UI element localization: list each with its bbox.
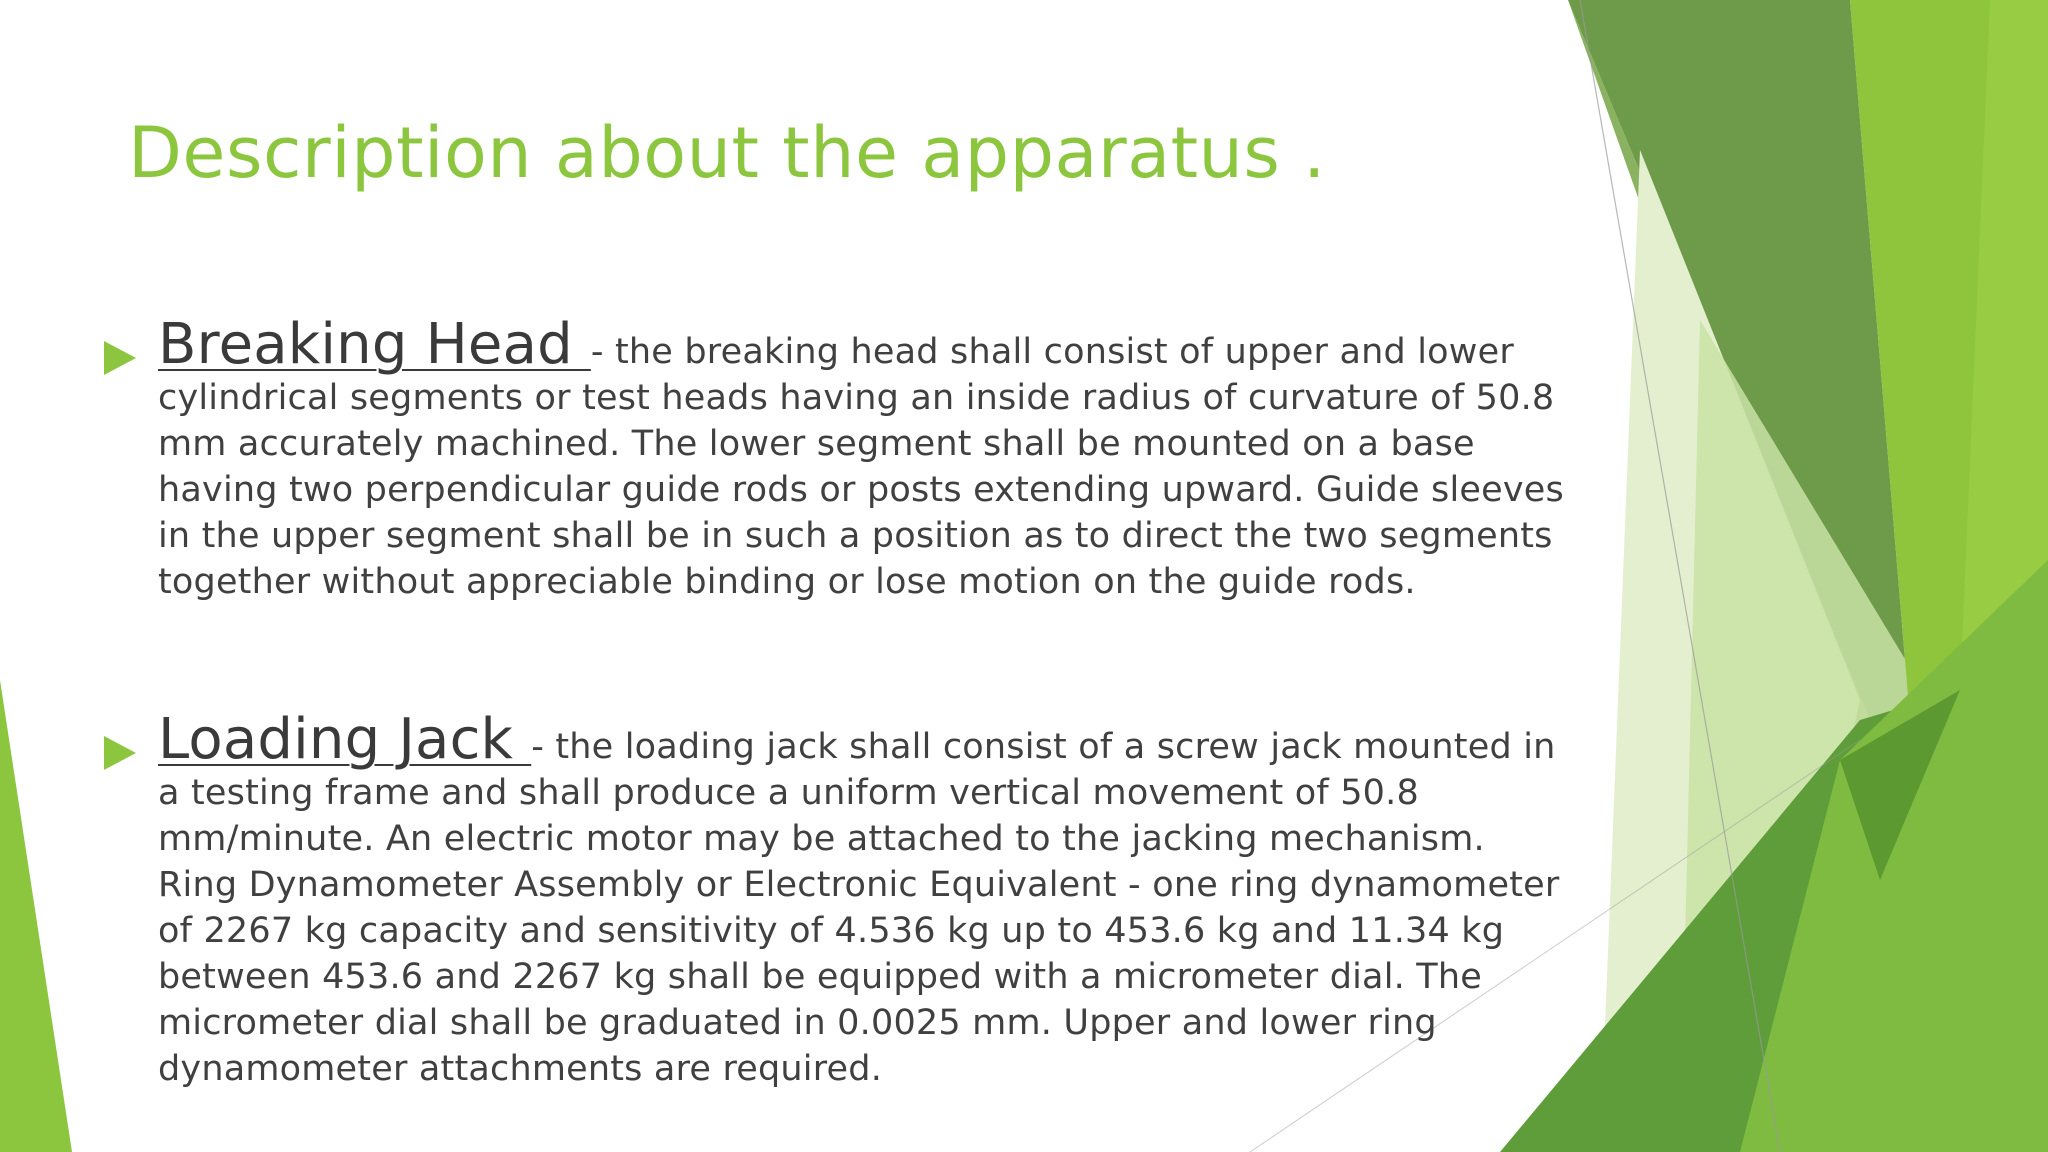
bullet-paragraph xyxy=(158,707,1564,1092)
bullet-term: Loading Jack xyxy=(158,707,532,772)
bullet-breaking-head xyxy=(104,312,1564,605)
bullet-arrow-icon xyxy=(104,736,136,770)
bullet-text: - the loading jack shall consist of a screw jack mounted in a testing frame and shall produce a uniform vertical movement of 50.8 mm/minute. An electric motor may be attached to the jacking mechanism. Ring Dynamometer Assembly or Electronic Equivalent - one ring dynamometer of 2267 kg capacity and sensitivity of 4.536 kg up to 453.6 kg and 11.34 kg between 453.6 and 2267 kg shall be equipped with a micrometer dial. The micrometer dial shall be graduated in 0.0025 mm. Upper and lower ring dynamometer attachments are required. xyxy=(158,727,1560,1089)
left-green-sliver xyxy=(0,680,72,1152)
bullet-text: - the breaking head shall consist of upper and lower cylindrical segments or test heads having an inside radius of curvature of 50.8 mm accurately machined. The lower segment shall be mounted on a base having two perpendicular guide rods or posts extending upward. Guide sleeves in the upper segment shall be in such a position as to direct the two segments together without appreciable binding or lose motion on the guide rods. xyxy=(158,332,1564,602)
slide-title: Description about the apparatus . xyxy=(128,112,1326,194)
bullet-paragraph xyxy=(158,312,1564,605)
bullet-arrow-icon xyxy=(104,341,136,375)
bullet-term: Breaking Head xyxy=(158,312,591,377)
bullet-loading-jack xyxy=(104,707,1564,1092)
